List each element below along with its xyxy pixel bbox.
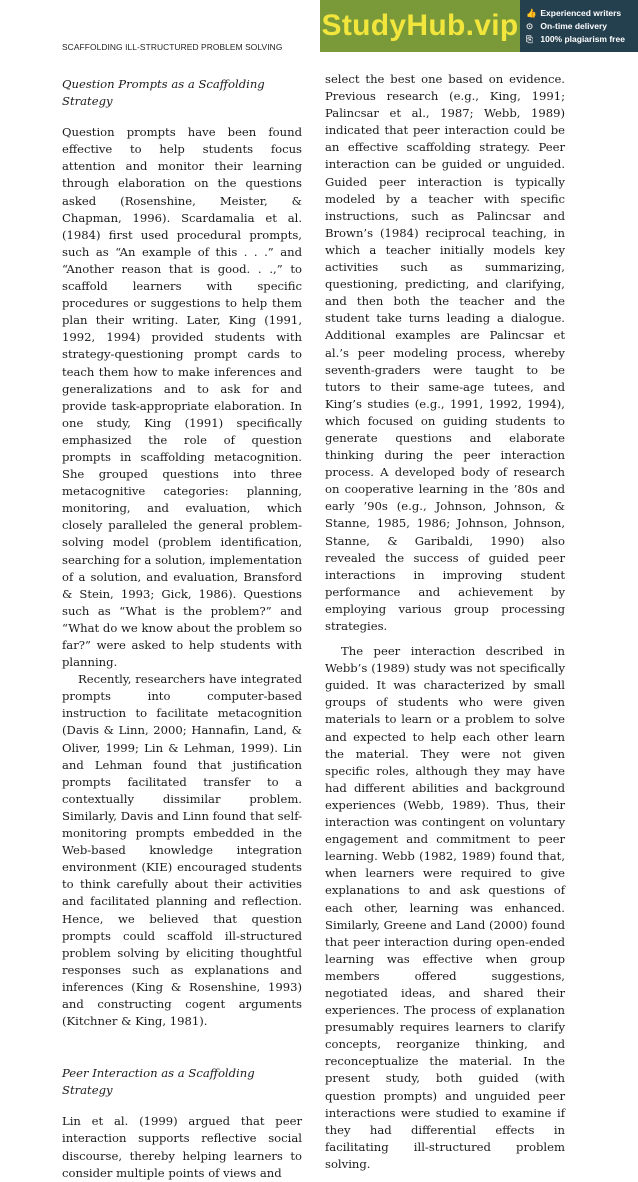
section-heading-peer-interaction: Peer Interaction as a Scaffolding Strategy [62,1066,255,1098]
feature-label: Experienced writers [540,7,622,18]
paragraph: The peer interaction described in Webb’s (1989) study was not specifically guided. It was characterized by small groups of students who were given materials to learn or a problem to solve and expected to help each other learn the material. They were not given specific roles, although they may have had different abilities and background experiences (Webb, 1989). Thus, their interaction was contingent on voluntary engagement and commitment to peer learning. Webb (1982, 1989) found that, when learners were required to give explanations to and ask questions of each other, learning was enhanced. Similarly, Greene and Land (2000) found that peer interaction during open-ended learning was effective when group members offered suggestions, negotiated ideas, and shared their experiences. The process of explanation presumably requires learners to clarify concepts, reorganize thinking, and reconceptualize the material. In the present study, both guided (with question prompts) and unguided peer interactions were studied to examine if they had differential effects in facilitating ill-structured problem solving. [325,644,565,1171]
paragraph: Lin et al. (1999) argued that peer interaction supports reflective social discourse, thereby helping learners to consider multiple points of views and [62,1114,302,1180]
studyhub-banner[interactable] [320,0,638,52]
right-column [325,71,565,1173]
feature-item [526,7,638,20]
left-column [62,76,302,1182]
feature-item [526,33,638,46]
paragraph: Question prompts have been found effective to help students focus attention and monitor their learning through elaboration on the questions asked (Rosenshine, Meister, & Chapman, 1996). Scardamalia et al. (1984) first used procedural prompts, such as “An example of this . . .” and “Another reason that is good. . .,” to scaffold learners with specific procedures or suggestions to help them plan their writing. Later, King (1991, 1992, 1994) provided students with strategy-questioning prompt cards to teach them how to make inferences and generalizations and to ask for and provide task-appropriate elaboration. In one study, King (1991) specifically emphasized the role of question prompts in scaffolding metacognition. She grouped questions into three metacognitive categories: planning, monitoring, and evaluation, which closely paralleled the general problem-solving model (problem identification, searching for a solution, implementation of a solution, and evaluation, Bransford & Stein, 1993; Gick, 1986). Questions such as “What is the problem?” and “What do we know about the problem so far?” were asked to help students with planning. [62,125,302,670]
banner-features [520,0,638,52]
running-head: SCAFFOLDING ILL-STRUCTURED PROBLEM SOLVING [62,42,283,52]
paragraph: select the best one based on evidence. Previous research (e.g., King, 1991; Palincsar et al., 1987; Webb, 1989) indicated that peer interaction could be an effective scaffolding strategy. Peer interaction can be guided or unguided. Guided peer interaction is typically modeled by a teacher with specific instructions, such as Palincsar and Brown’s (1984) reciprocal teaching, in which a teacher initially models key activities such as summarizing, questioning, predicting, and clarifying, and then both the teacher and the student take turns leading a dialogue. Additional examples are Palincsar et al.’s peer modeling process, whereby seventh-graders were taught to be tutors to their same-age tutees, and King’s studies (e.g., 1991, 1992, 1994), which focused on guiding students to generate questions and elaborate thinking during the peer interaction process. A developed body of research on cooperative learning in the ’80s and early ’90s (e.g., Johnson, Johnson, & Stanne, 1985, 1986; Johnson, Johnson, Stanne, & Garibaldi, 1990) also revealed the success of guided peer interactions in improving student performance and achievement by employing various group processing strategies. [325,72,565,633]
feature-label: On-time delivery [540,20,607,31]
plagiarism-icon: ⎘ [526,33,533,44]
clock-icon: ⊙ [526,20,534,31]
paragraph: Recently, researchers have integrated prompts into computer-based instruction to facilitate metacognition (Davis & Linn, 2000; Hannafin, Land, & Oliver, 1999; Lin & Lehman, 1999). Lin and Lehman found that justification prompts facilitated transfer to a contextually dissimilar problem. Similarly, Davis and Linn found that self-monitoring prompts embedded in the Web-based knowledge integration environment (KIE) encouraged students to think carefully about their activities and facilitated planning and reflection. Hence, we believed that question prompts could scaffold ill-structured problem solving by eliciting thoughtful responses such as explanations and inferences (King & Rosenshine, 1993) and constructing cogent arguments (Kitchner & King, 1981). [62,672,302,1029]
section-heading-question-prompts: Question Prompts as a Scaffolding Strategy [62,77,265,109]
thumbs-up-icon: 👍 [526,7,537,18]
feature-label: 100% plagiarism free [540,33,625,44]
studyhub-logo[interactable]: StudyHub.vip [320,0,520,52]
feature-item [526,20,638,33]
